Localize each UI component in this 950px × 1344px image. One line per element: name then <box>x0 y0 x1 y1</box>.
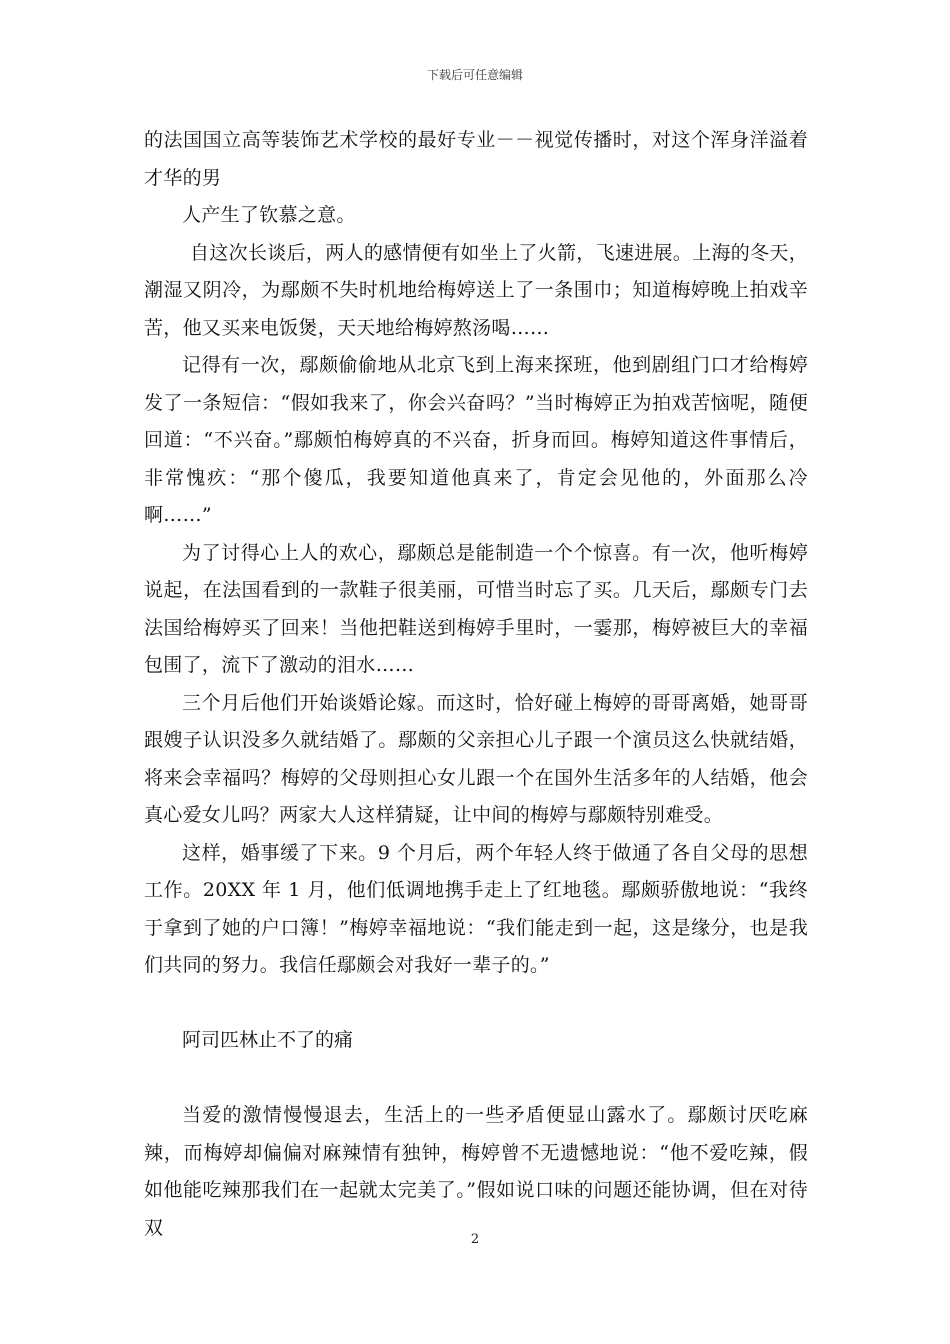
paragraph: 记得有一次，鄢颇偷偷地从北京飞到上海来探班，他到剧组门口才给梅婷发了一条短信：“假如我来了，你会兴奋吗？”当时梅婷正为拍戏苦恼呢，随便回道：“不兴奋。”鄢颇怕梅婷真的不兴奋，折身而回。梅婷知道这件事情后，非常愧疚：“那个傻瓜，我要知道他真来了，肯定会见他的，外面那么冷啊……” <box>144 354 808 526</box>
paragraph: 三个月后他们开始谈婚论嫁。而这时，恰好碰上梅婷的哥哥离婚，她哥哥跟嫂子认识没多久就结婚了。鄢颇的父亲担心儿子跟一个演员这么快就结婚，将来会幸福吗？梅婷的父母则担心女儿跟一个在国外生活多年的人结婚，他会真心爱女儿吗？两家大人这样猜疑，让中间的梅婷与鄢颇特别难受。 <box>144 691 808 826</box>
blank-line <box>144 1060 808 1098</box>
paragraph-continuation: 的法国国立高等装饰艺术学校的最好专业－－视觉传播时，对这个浑身洋溢着才华的男 <box>144 129 808 189</box>
paragraph: 这样，婚事缓了下来。9 个月后，两个年轻人终于做通了各自父母的思想工作。20XX 年 1 月，他们低调地携手走上了红地毯。鄢颇骄傲地说：“我终于拿到了她的户口簿！”梅婷幸福地说：“我们能走到一起，这是缘分，也是我们共同的努力。我信任鄢颇会对我好一辈子的。” <box>144 841 808 976</box>
section-heading: 阿司匹林止不了的痛 <box>182 1029 354 1051</box>
document-body <box>144 122 808 1247</box>
paragraph-fragment: 人产生了钦慕之意。 <box>182 204 356 226</box>
paragraph: 当爱的激情慢慢退去，生活上的一些矛盾便显山露水了。鄢颇讨厌吃麻辣，而梅婷却偏偏对麻辣情有独钟，梅婷曾不无遗憾地说：“他不爱吃辣，假如他能吃辣那我们在一起就太完美了。”假如说口味的问题还能协调，但在对待双 <box>144 1104 808 1239</box>
page-header: 下载后可任意编辑 <box>426 68 523 82</box>
page-number: 2 <box>470 1232 480 1247</box>
paragraph: 为了讨得心上人的欢心，鄢颇总是能制造一个个惊喜。有一次，他听梅婷说起，在法国看到的一款鞋子很美丽，可惜当时忘了买。几天后，鄢颇专门去法国给梅婷买了回来！当他把鞋送到梅婷手里时，一霎那，梅婷被巨大的幸福包围了，流下了激动的泪水…… <box>144 541 808 676</box>
blank-line <box>144 985 808 1023</box>
paragraph: 自这次长谈后，两人的感情便有如坐上了火箭，飞速进展。上海的冬天，潮湿又阴冷，为鄢颇不失时机地给梅婷送上了一条围巾；知道梅婷晚上拍戏辛苦，他又买来电饭煲，天天地给梅婷熬汤喝…… <box>144 241 808 339</box>
